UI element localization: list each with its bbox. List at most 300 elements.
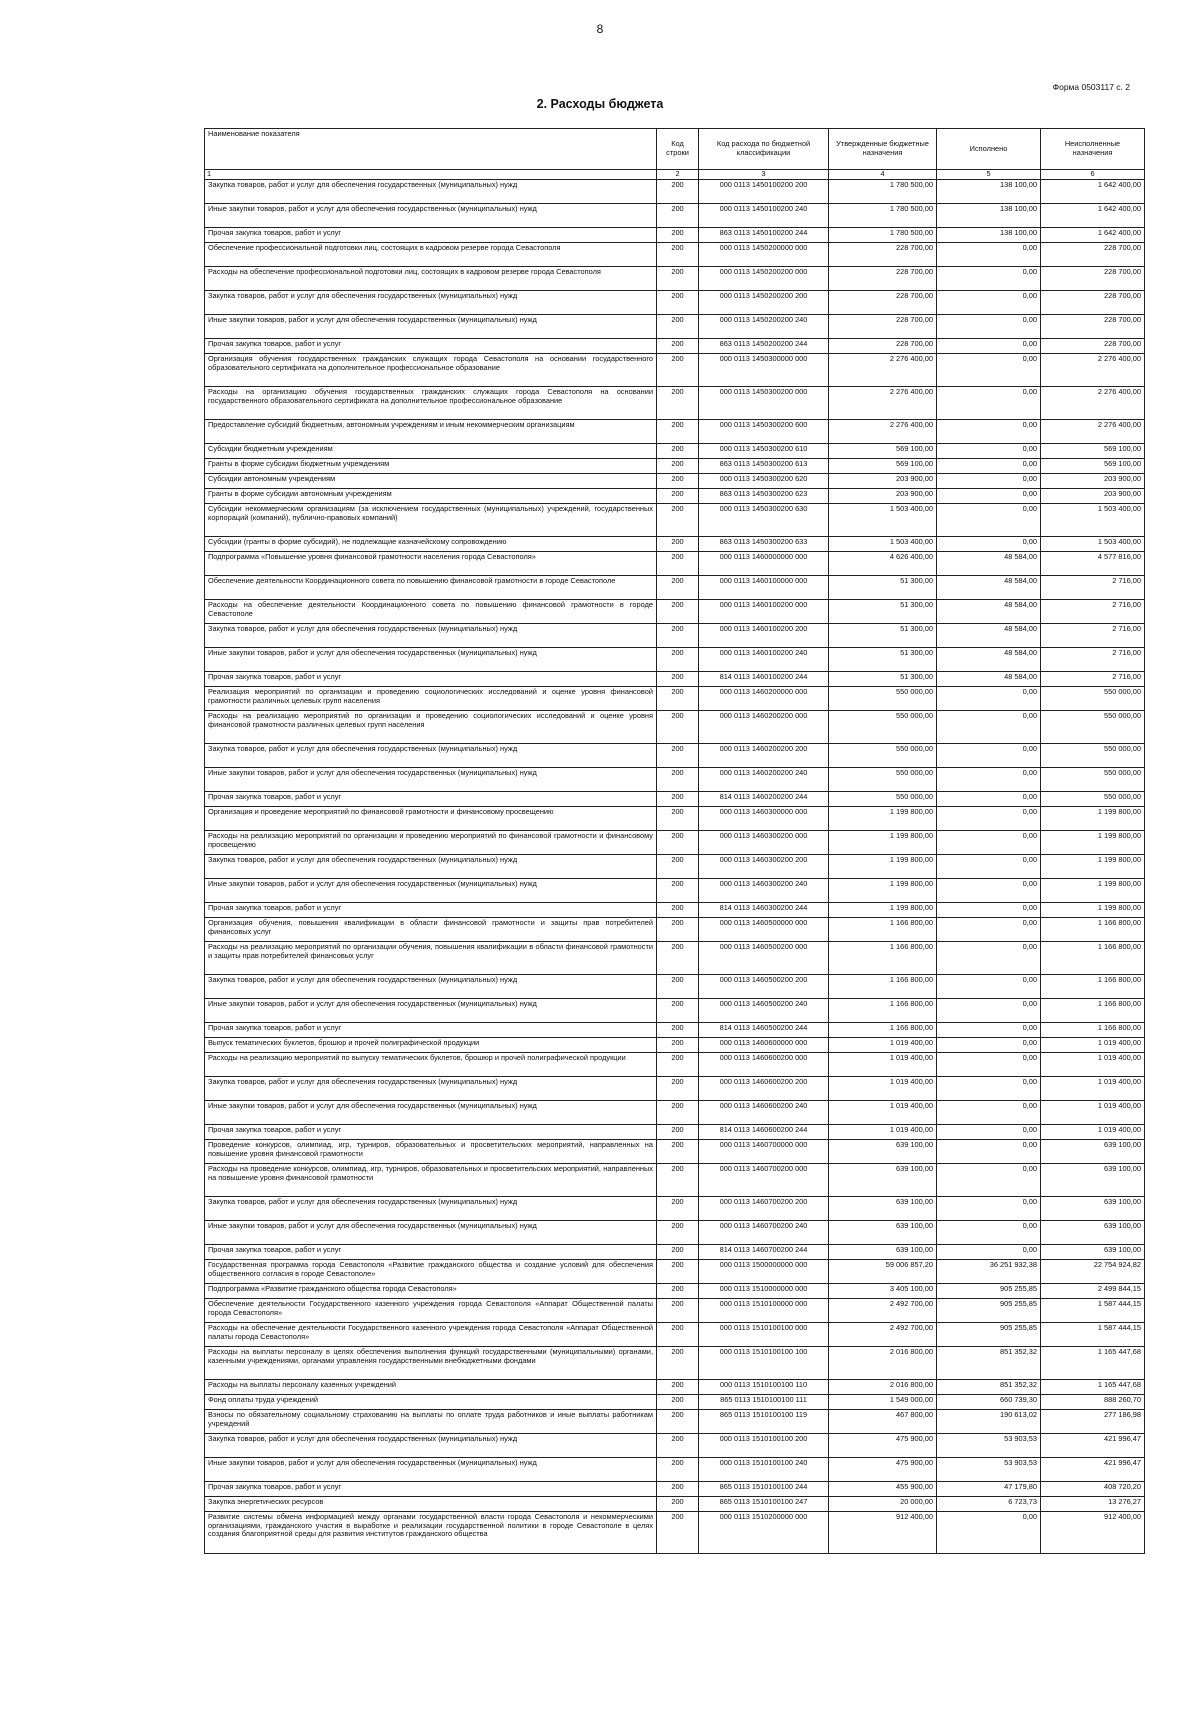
executed-amount-cell: 0,00	[937, 903, 1041, 918]
table-row	[205, 1512, 1145, 1554]
executed-amount-cell: 0,00	[937, 1164, 1041, 1197]
budget-code-cell: 865 0113 1510100100 247	[699, 1497, 829, 1512]
executed-amount-cell: 0,00	[937, 1077, 1041, 1101]
header-approved: Утвержденные бюджетные назначения	[829, 129, 937, 170]
indicator-name-cell: Взносы по обязательному социальному страхованию на выплаты по оплате труда работников и иные выплаты работникам учреждений	[205, 1410, 657, 1434]
table-row	[205, 459, 1145, 474]
indicator-name-cell: Прочая закупка товаров, работ и услуг	[205, 903, 657, 918]
unexecuted-amount-cell: 569 100,00	[1041, 444, 1145, 459]
unexecuted-amount-cell: 639 100,00	[1041, 1221, 1145, 1245]
table-row	[205, 315, 1145, 339]
unexecuted-amount-cell: 912 400,00	[1041, 1512, 1145, 1554]
budget-code-cell: 863 0113 1450300200 633	[699, 537, 829, 552]
budget-code-cell: 000 0113 1450200200 240	[699, 315, 829, 339]
unexecuted-amount-cell: 1 019 400,00	[1041, 1077, 1145, 1101]
table-header	[205, 129, 1145, 180]
table-row	[205, 474, 1145, 489]
approved-amount-cell: 1 019 400,00	[829, 1125, 937, 1140]
indicator-name-cell: Иные закупки товаров, работ и услуг для обеспечения государственных (муниципальных) нужд	[205, 648, 657, 672]
budget-code-cell: 000 0113 1460200200 200	[699, 744, 829, 768]
budget-code-cell: 000 0113 1460100200 240	[699, 648, 829, 672]
approved-amount-cell: 550 000,00	[829, 792, 937, 807]
budget-code-cell: 000 0113 1460500000 000	[699, 918, 829, 942]
approved-amount-cell: 2 276 400,00	[829, 354, 937, 387]
unexecuted-amount-cell: 639 100,00	[1041, 1140, 1145, 1164]
executed-amount-cell: 48 584,00	[937, 648, 1041, 672]
approved-amount-cell: 1 166 800,00	[829, 942, 937, 975]
executed-amount-cell: 905 255,85	[937, 1299, 1041, 1323]
table-row	[205, 879, 1145, 903]
approved-amount-cell: 1 780 500,00	[829, 228, 937, 243]
budget-code-cell: 000 0113 1450300200 610	[699, 444, 829, 459]
indicator-name-cell: Государственная программа города Севастополя «Развитие гражданского общества и создание условий для обеспечения общественного согласия в городе Севастополе»	[205, 1260, 657, 1284]
line-code-cell: 200	[657, 339, 699, 354]
executed-amount-cell: 53 903,53	[937, 1434, 1041, 1458]
unexecuted-amount-cell: 1 166 800,00	[1041, 942, 1145, 975]
executed-amount-cell: 0,00	[937, 315, 1041, 339]
table-row	[205, 1482, 1145, 1497]
indicator-name-cell: Расходы на проведение конкурсов, олимпиад, игр, турниров, образовательных и просветительских мероприятий, направленных на повышение уровня финансовой грамотности	[205, 1164, 657, 1197]
executed-amount-cell: 0,00	[937, 243, 1041, 267]
budget-code-cell: 000 0113 1510100100 000	[699, 1323, 829, 1347]
table-row	[205, 768, 1145, 792]
indicator-name-cell: Гранты в форме субсидии бюджетным учреждениям	[205, 459, 657, 474]
line-code-cell: 200	[657, 444, 699, 459]
page-number: 8	[596, 22, 604, 36]
unexecuted-amount-cell: 2 716,00	[1041, 672, 1145, 687]
approved-amount-cell: 550 000,00	[829, 768, 937, 792]
unexecuted-amount-cell: 639 100,00	[1041, 1164, 1145, 1197]
budget-code-cell: 000 0113 1450100200 200	[699, 180, 829, 204]
form-code: Форма 0503117 с. 2	[1052, 82, 1130, 92]
line-code-cell: 200	[657, 687, 699, 711]
approved-amount-cell: 1 019 400,00	[829, 1053, 937, 1077]
header-unexecuted: Неисполненные назначения	[1041, 129, 1145, 170]
line-code-cell: 200	[657, 1245, 699, 1260]
budget-code-cell: 863 0113 1450200200 244	[699, 339, 829, 354]
approved-amount-cell: 639 100,00	[829, 1140, 937, 1164]
indicator-name-cell: Расходы на реализацию мероприятий по организации и проведению мероприятий по финансовой грамотности и финансовому просвещению	[205, 831, 657, 855]
table-row	[205, 687, 1145, 711]
table-row	[205, 291, 1145, 315]
unexecuted-amount-cell: 1 503 400,00	[1041, 504, 1145, 537]
approved-amount-cell: 3 405 100,00	[829, 1284, 937, 1299]
approved-amount-cell: 639 100,00	[829, 1197, 937, 1221]
line-code-cell: 200	[657, 1284, 699, 1299]
executed-amount-cell: 138 100,00	[937, 180, 1041, 204]
budget-code-cell: 000 0113 1460700200 200	[699, 1197, 829, 1221]
budget-code-cell: 000 0113 1460600000 000	[699, 1038, 829, 1053]
line-code-cell: 200	[657, 624, 699, 648]
approved-amount-cell: 569 100,00	[829, 459, 937, 474]
indicator-name-cell: Обеспечение профессиональной подготовки лиц, состоящих в кадровом резерве города Севастополя	[205, 243, 657, 267]
line-code-cell: 200	[657, 600, 699, 624]
budget-code-cell: 000 0113 1460200200 000	[699, 711, 829, 744]
unexecuted-amount-cell: 228 700,00	[1041, 267, 1145, 291]
budget-code-cell: 000 0113 1460300200 000	[699, 831, 829, 855]
table-row	[205, 1077, 1145, 1101]
budget-code-cell: 814 0113 1460300200 244	[699, 903, 829, 918]
budget-code-cell: 000 0113 1460700200 000	[699, 1164, 829, 1197]
executed-amount-cell: 0,00	[937, 999, 1041, 1023]
indicator-name-cell: Иные закупки товаров, работ и услуг для обеспечения государственных (муниципальных) нужд	[205, 999, 657, 1023]
indicator-name-cell: Закупка товаров, работ и услуг для обеспечения государственных (муниципальных) нужд	[205, 291, 657, 315]
line-code-cell: 200	[657, 744, 699, 768]
executed-amount-cell: 0,00	[937, 711, 1041, 744]
executed-amount-cell: 0,00	[937, 1053, 1041, 1077]
table-row	[205, 339, 1145, 354]
line-code-cell: 200	[657, 1410, 699, 1434]
line-code-cell: 200	[657, 387, 699, 420]
budget-code-cell: 865 0113 1510100100 119	[699, 1410, 829, 1434]
indicator-name-cell: Прочая закупка товаров, работ и услуг	[205, 1482, 657, 1497]
table-row	[205, 552, 1145, 576]
indicator-name-cell: Расходы на обеспечение деятельности Координационного совета по повышению финансовой грамотности в городе Севастополе	[205, 600, 657, 624]
executed-amount-cell: 0,00	[937, 1245, 1041, 1260]
executed-amount-cell: 47 179,80	[937, 1482, 1041, 1497]
executed-amount-cell: 48 584,00	[937, 576, 1041, 600]
approved-amount-cell: 51 300,00	[829, 672, 937, 687]
approved-amount-cell: 2 016 800,00	[829, 1380, 937, 1395]
executed-amount-cell: 0,00	[937, 831, 1041, 855]
budget-code-cell: 814 0113 1460500200 244	[699, 1023, 829, 1038]
unexecuted-amount-cell: 203 900,00	[1041, 489, 1145, 504]
line-code-cell: 200	[657, 768, 699, 792]
executed-amount-cell: 190 613,02	[937, 1410, 1041, 1434]
approved-amount-cell: 550 000,00	[829, 744, 937, 768]
approved-amount-cell: 228 700,00	[829, 267, 937, 291]
indicator-name-cell: Проведение конкурсов, олимпиад, игр, турниров, образовательных и просветительских мероприятий, направленных на повышение уровня финансовой грамотности	[205, 1140, 657, 1164]
executed-amount-cell: 0,00	[937, 444, 1041, 459]
line-code-cell: 200	[657, 1482, 699, 1497]
table-row	[205, 831, 1145, 855]
unexecuted-amount-cell: 1 587 444,15	[1041, 1323, 1145, 1347]
approved-amount-cell: 2 276 400,00	[829, 387, 937, 420]
budget-code-cell: 000 0113 1460500200 240	[699, 999, 829, 1023]
approved-amount-cell: 228 700,00	[829, 339, 937, 354]
unexecuted-amount-cell: 203 900,00	[1041, 474, 1145, 489]
unexecuted-amount-cell: 2 276 400,00	[1041, 354, 1145, 387]
table-row	[205, 855, 1145, 879]
approved-amount-cell: 1 199 800,00	[829, 855, 937, 879]
unexecuted-amount-cell: 888 260,70	[1041, 1395, 1145, 1410]
table-row	[205, 624, 1145, 648]
indicator-name-cell: Расходы на выплаты персоналу казенных учреждений	[205, 1380, 657, 1395]
budget-code-cell: 000 0113 1460300200 240	[699, 879, 829, 903]
indicator-name-cell: Закупка товаров, работ и услуг для обеспечения государственных (муниципальных) нужд	[205, 855, 657, 879]
budget-code-cell: 000 0113 1460100200 000	[699, 600, 829, 624]
table-row	[205, 1101, 1145, 1125]
indicator-name-cell: Подпрограмма «Повышение уровня финансовой грамотности населения города Севастополя»	[205, 552, 657, 576]
executed-amount-cell: 138 100,00	[937, 228, 1041, 243]
executed-amount-cell: 48 584,00	[937, 600, 1041, 624]
budget-code-cell: 000 0113 1450300000 000	[699, 354, 829, 387]
unexecuted-amount-cell: 1 166 800,00	[1041, 975, 1145, 999]
table-row	[205, 807, 1145, 831]
table-row	[205, 792, 1145, 807]
executed-amount-cell: 0,00	[937, 744, 1041, 768]
approved-amount-cell: 1 503 400,00	[829, 504, 937, 537]
indicator-name-cell: Расходы на обеспечение профессиональной подготовки лиц, состоящих в кадровом резерве города Севастополя	[205, 267, 657, 291]
indicator-name-cell: Иные закупки товаров, работ и услуг для обеспечения государственных (муниципальных) нужд	[205, 204, 657, 228]
budget-code-cell: 865 0113 1510100100 111	[699, 1395, 829, 1410]
unexecuted-amount-cell: 550 000,00	[1041, 687, 1145, 711]
line-code-cell: 200	[657, 204, 699, 228]
unexecuted-amount-cell: 1 199 800,00	[1041, 879, 1145, 903]
column-number: 3	[699, 170, 829, 180]
table-row	[205, 180, 1145, 204]
line-code-cell: 200	[657, 1053, 699, 1077]
executed-amount-cell: 0,00	[937, 1221, 1041, 1245]
approved-amount-cell: 228 700,00	[829, 243, 937, 267]
unexecuted-amount-cell: 550 000,00	[1041, 711, 1145, 744]
executed-amount-cell: 0,00	[937, 1038, 1041, 1053]
unexecuted-amount-cell: 13 276,27	[1041, 1497, 1145, 1512]
approved-amount-cell: 203 900,00	[829, 474, 937, 489]
unexecuted-amount-cell: 228 700,00	[1041, 339, 1145, 354]
header-line-code: Код строки	[657, 129, 699, 170]
approved-amount-cell: 1 019 400,00	[829, 1077, 937, 1101]
table-row	[205, 1497, 1145, 1512]
budget-code-cell: 000 0113 1450100200 240	[699, 204, 829, 228]
budget-code-cell: 000 0113 1510100100 200	[699, 1434, 829, 1458]
budget-code-cell: 000 0113 1450300200 600	[699, 420, 829, 444]
table-row	[205, 1395, 1145, 1410]
line-code-cell: 200	[657, 459, 699, 474]
line-code-cell: 200	[657, 855, 699, 879]
approved-amount-cell: 59 006 857,20	[829, 1260, 937, 1284]
approved-amount-cell: 51 300,00	[829, 648, 937, 672]
approved-amount-cell: 550 000,00	[829, 687, 937, 711]
line-code-cell: 200	[657, 1164, 699, 1197]
indicator-name-cell: Организация обучения государственных гражданских служащих города Севастополя на основании государственного образовательного сертификата на дополнительное профессиональное образование	[205, 354, 657, 387]
approved-amount-cell: 228 700,00	[829, 291, 937, 315]
line-code-cell: 200	[657, 903, 699, 918]
line-code-cell: 200	[657, 807, 699, 831]
executed-amount-cell: 0,00	[937, 807, 1041, 831]
budget-code-cell: 000 0113 1460600200 200	[699, 1077, 829, 1101]
budget-code-cell: 000 0113 1510100100 110	[699, 1380, 829, 1395]
approved-amount-cell: 2 276 400,00	[829, 420, 937, 444]
budget-code-cell: 000 0113 1450200000 000	[699, 243, 829, 267]
table-row	[205, 975, 1145, 999]
indicator-name-cell: Развитие системы обмена информацией между органами государственной власти города Севастополя и некоммерческими организациями, гражданского участия в выработке и реализации государственной политики в городе Севастополе в целях создания благоприятной среды для развития институтов гражданского общества	[205, 1512, 657, 1554]
table-row	[205, 1434, 1145, 1458]
indicator-name-cell: Закупка энергетических ресурсов	[205, 1497, 657, 1512]
table-row	[205, 1260, 1145, 1284]
line-code-cell: 200	[657, 576, 699, 600]
unexecuted-amount-cell: 639 100,00	[1041, 1197, 1145, 1221]
line-code-cell: 200	[657, 1260, 699, 1284]
executed-amount-cell: 0,00	[937, 879, 1041, 903]
table-row	[205, 1164, 1145, 1197]
line-code-cell: 200	[657, 1140, 699, 1164]
expenses-table	[204, 128, 1145, 1554]
indicator-name-cell: Расходы на реализацию мероприятий по организации обучения, повышения квалификации в области финансовой грамотности и защиты прав потребителей финансовых услуг	[205, 942, 657, 975]
indicator-name-cell: Прочая закупка товаров, работ и услуг	[205, 1245, 657, 1260]
approved-amount-cell: 2 016 800,00	[829, 1347, 937, 1380]
approved-amount-cell: 1 549 000,00	[829, 1395, 937, 1410]
executed-amount-cell: 0,00	[937, 354, 1041, 387]
line-code-cell: 200	[657, 489, 699, 504]
unexecuted-amount-cell: 2 716,00	[1041, 576, 1145, 600]
indicator-name-cell: Иные закупки товаров, работ и услуг для обеспечения государственных (муниципальных) нужд	[205, 315, 657, 339]
unexecuted-amount-cell: 1 166 800,00	[1041, 918, 1145, 942]
indicator-name-cell: Расходы на реализацию мероприятий по организации и проведению социологических исследований и оценке уровня финансовой грамотности различных целевых групп населения	[205, 711, 657, 744]
line-code-cell: 200	[657, 831, 699, 855]
executed-amount-cell: 0,00	[937, 1101, 1041, 1125]
unexecuted-amount-cell: 1 642 400,00	[1041, 180, 1145, 204]
unexecuted-amount-cell: 421 996,47	[1041, 1458, 1145, 1482]
unexecuted-amount-cell: 408 720,20	[1041, 1482, 1145, 1497]
approved-amount-cell: 467 800,00	[829, 1410, 937, 1434]
unexecuted-amount-cell: 1 199 800,00	[1041, 807, 1145, 831]
indicator-name-cell: Организация обучения, повышения квалификации в области финансовой грамотности и защиты прав потребителей финансовых услуг	[205, 918, 657, 942]
unexecuted-amount-cell: 550 000,00	[1041, 768, 1145, 792]
table-row	[205, 1053, 1145, 1077]
unexecuted-amount-cell: 1 019 400,00	[1041, 1125, 1145, 1140]
table-row	[205, 1221, 1145, 1245]
header-executed: Исполнено	[937, 129, 1041, 170]
line-code-cell: 200	[657, 1077, 699, 1101]
approved-amount-cell: 1 019 400,00	[829, 1038, 937, 1053]
indicator-name-cell: Закупка товаров, работ и услуг для обеспечения государственных (муниципальных) нужд	[205, 744, 657, 768]
executed-amount-cell: 53 903,53	[937, 1458, 1041, 1482]
approved-amount-cell: 1 166 800,00	[829, 975, 937, 999]
line-code-cell: 200	[657, 1458, 699, 1482]
unexecuted-amount-cell: 2 716,00	[1041, 624, 1145, 648]
budget-code-cell: 000 0113 1460300200 200	[699, 855, 829, 879]
approved-amount-cell: 1 199 800,00	[829, 831, 937, 855]
unexecuted-amount-cell: 1 587 444,15	[1041, 1299, 1145, 1323]
indicator-name-cell: Выпуск тематических буклетов, брошюр и прочей полиграфической продукции	[205, 1038, 657, 1053]
table-row	[205, 600, 1145, 624]
budget-code-cell: 000 0113 1510100000 000	[699, 1299, 829, 1323]
table-row	[205, 1245, 1145, 1260]
unexecuted-amount-cell: 228 700,00	[1041, 315, 1145, 339]
approved-amount-cell: 4 626 400,00	[829, 552, 937, 576]
unexecuted-amount-cell: 277 186,98	[1041, 1410, 1145, 1434]
approved-amount-cell: 475 900,00	[829, 1434, 937, 1458]
budget-code-cell: 814 0113 1460700200 244	[699, 1245, 829, 1260]
indicator-name-cell: Прочая закупка товаров, работ и услуг	[205, 1125, 657, 1140]
indicator-name-cell: Организация и проведение мероприятий по финансовой грамотности и финансовому просвещению	[205, 807, 657, 831]
indicator-name-cell: Закупка товаров, работ и услуг для обеспечения государственных (муниципальных) нужд	[205, 1434, 657, 1458]
line-code-cell: 200	[657, 1512, 699, 1554]
line-code-cell: 200	[657, 420, 699, 444]
table-row	[205, 267, 1145, 291]
indicator-name-cell: Расходы на выплаты персоналу в целях обеспечения выполнения функций государственными (муниципальными) органами, казенными учреждениями, органами управления государственными внебюджетными фондами	[205, 1347, 657, 1380]
table-row	[205, 1284, 1145, 1299]
table-row	[205, 711, 1145, 744]
approved-amount-cell: 569 100,00	[829, 444, 937, 459]
unexecuted-amount-cell: 1 642 400,00	[1041, 228, 1145, 243]
line-code-cell: 200	[657, 1038, 699, 1053]
unexecuted-amount-cell: 1 199 800,00	[1041, 855, 1145, 879]
indicator-name-cell: Иные закупки товаров, работ и услуг для обеспечения государственных (муниципальных) нужд	[205, 1101, 657, 1125]
executed-amount-cell: 905 255,85	[937, 1284, 1041, 1299]
table-row	[205, 1038, 1145, 1053]
unexecuted-amount-cell: 569 100,00	[1041, 459, 1145, 474]
approved-amount-cell: 51 300,00	[829, 576, 937, 600]
line-code-cell: 200	[657, 354, 699, 387]
indicator-name-cell: Иные закупки товаров, работ и услуг для обеспечения государственных (муниципальных) нужд	[205, 1221, 657, 1245]
indicator-name-cell: Прочая закупка товаров, работ и услуг	[205, 339, 657, 354]
table-row	[205, 354, 1145, 387]
budget-code-cell: 000 0113 1460600200 240	[699, 1101, 829, 1125]
line-code-cell: 200	[657, 315, 699, 339]
executed-amount-cell: 851 352,32	[937, 1347, 1041, 1380]
line-code-cell: 200	[657, 291, 699, 315]
line-code-cell: 200	[657, 1125, 699, 1140]
line-code-cell: 200	[657, 228, 699, 243]
column-number: 6	[1041, 170, 1145, 180]
line-code-cell: 200	[657, 1299, 699, 1323]
unexecuted-amount-cell: 639 100,00	[1041, 1245, 1145, 1260]
budget-code-cell: 000 0113 1460700200 240	[699, 1221, 829, 1245]
indicator-name-cell: Обеспечение деятельности Координационного совета по повышению финансовой грамотности в городе Севастополе	[205, 576, 657, 600]
unexecuted-amount-cell: 1 642 400,00	[1041, 204, 1145, 228]
indicator-name-cell: Расходы на обеспечение деятельности Государственного казенного учреждения города Севастополя «Аппарат Общественной палаты города Севастополя»	[205, 1323, 657, 1347]
line-code-cell: 200	[657, 1434, 699, 1458]
unexecuted-amount-cell: 228 700,00	[1041, 291, 1145, 315]
unexecuted-amount-cell: 228 700,00	[1041, 243, 1145, 267]
indicator-name-cell: Фонд оплаты труда учреждений	[205, 1395, 657, 1410]
table-row	[205, 1458, 1145, 1482]
line-code-cell: 200	[657, 1197, 699, 1221]
column-number: 1	[205, 170, 657, 180]
table-row	[205, 489, 1145, 504]
executed-amount-cell: 0,00	[937, 489, 1041, 504]
indicator-name-cell: Иные закупки товаров, работ и услуг для обеспечения государственных (муниципальных) нужд	[205, 879, 657, 903]
budget-code-cell: 000 0113 1460500200 000	[699, 942, 829, 975]
executed-amount-cell: 0,00	[937, 459, 1041, 474]
approved-amount-cell: 51 300,00	[829, 600, 937, 624]
unexecuted-amount-cell: 1 165 447,68	[1041, 1347, 1145, 1380]
unexecuted-amount-cell: 1 019 400,00	[1041, 1053, 1145, 1077]
indicator-name-cell: Расходы на организацию обучения государственных гражданских служащих города Севастополя на основании государственного образовательного сертификата на дополнительное профессиональное образование	[205, 387, 657, 420]
executed-amount-cell: 905 255,85	[937, 1323, 1041, 1347]
approved-amount-cell: 455 900,00	[829, 1482, 937, 1497]
table-row	[205, 444, 1145, 459]
executed-amount-cell: 0,00	[937, 420, 1041, 444]
table-row	[205, 1299, 1145, 1323]
approved-amount-cell: 1 199 800,00	[829, 879, 937, 903]
budget-code-cell: 814 0113 1460600200 244	[699, 1125, 829, 1140]
column-number: 2	[657, 170, 699, 180]
line-code-cell: 200	[657, 537, 699, 552]
table-row	[205, 228, 1145, 243]
table-row	[205, 576, 1145, 600]
unexecuted-amount-cell: 2 276 400,00	[1041, 420, 1145, 444]
column-number: 5	[937, 170, 1041, 180]
table-row	[205, 999, 1145, 1023]
indicator-name-cell: Субсидии некоммерческим организациям (за исключением государственных (муниципальных) учреждений, государственных корпораций (компаний), публично-правовых компаний)	[205, 504, 657, 537]
indicator-name-cell: Прочая закупка товаров, работ и услуг	[205, 792, 657, 807]
table-row	[205, 942, 1145, 975]
indicator-name-cell: Закупка товаров, работ и услуг для обеспечения государственных (муниципальных) нужд	[205, 180, 657, 204]
approved-amount-cell: 2 492 700,00	[829, 1299, 937, 1323]
line-code-cell: 200	[657, 504, 699, 537]
unexecuted-amount-cell: 550 000,00	[1041, 792, 1145, 807]
executed-amount-cell: 0,00	[937, 1125, 1041, 1140]
executed-amount-cell: 36 251 932,38	[937, 1260, 1041, 1284]
table-row	[205, 1023, 1145, 1038]
budget-code-cell: 000 0113 1450300200 620	[699, 474, 829, 489]
indicator-name-cell: Подпрограмма «Развитие гражданского общества города Севастополя»	[205, 1284, 657, 1299]
line-code-cell: 200	[657, 672, 699, 687]
unexecuted-amount-cell: 4 577 816,00	[1041, 552, 1145, 576]
